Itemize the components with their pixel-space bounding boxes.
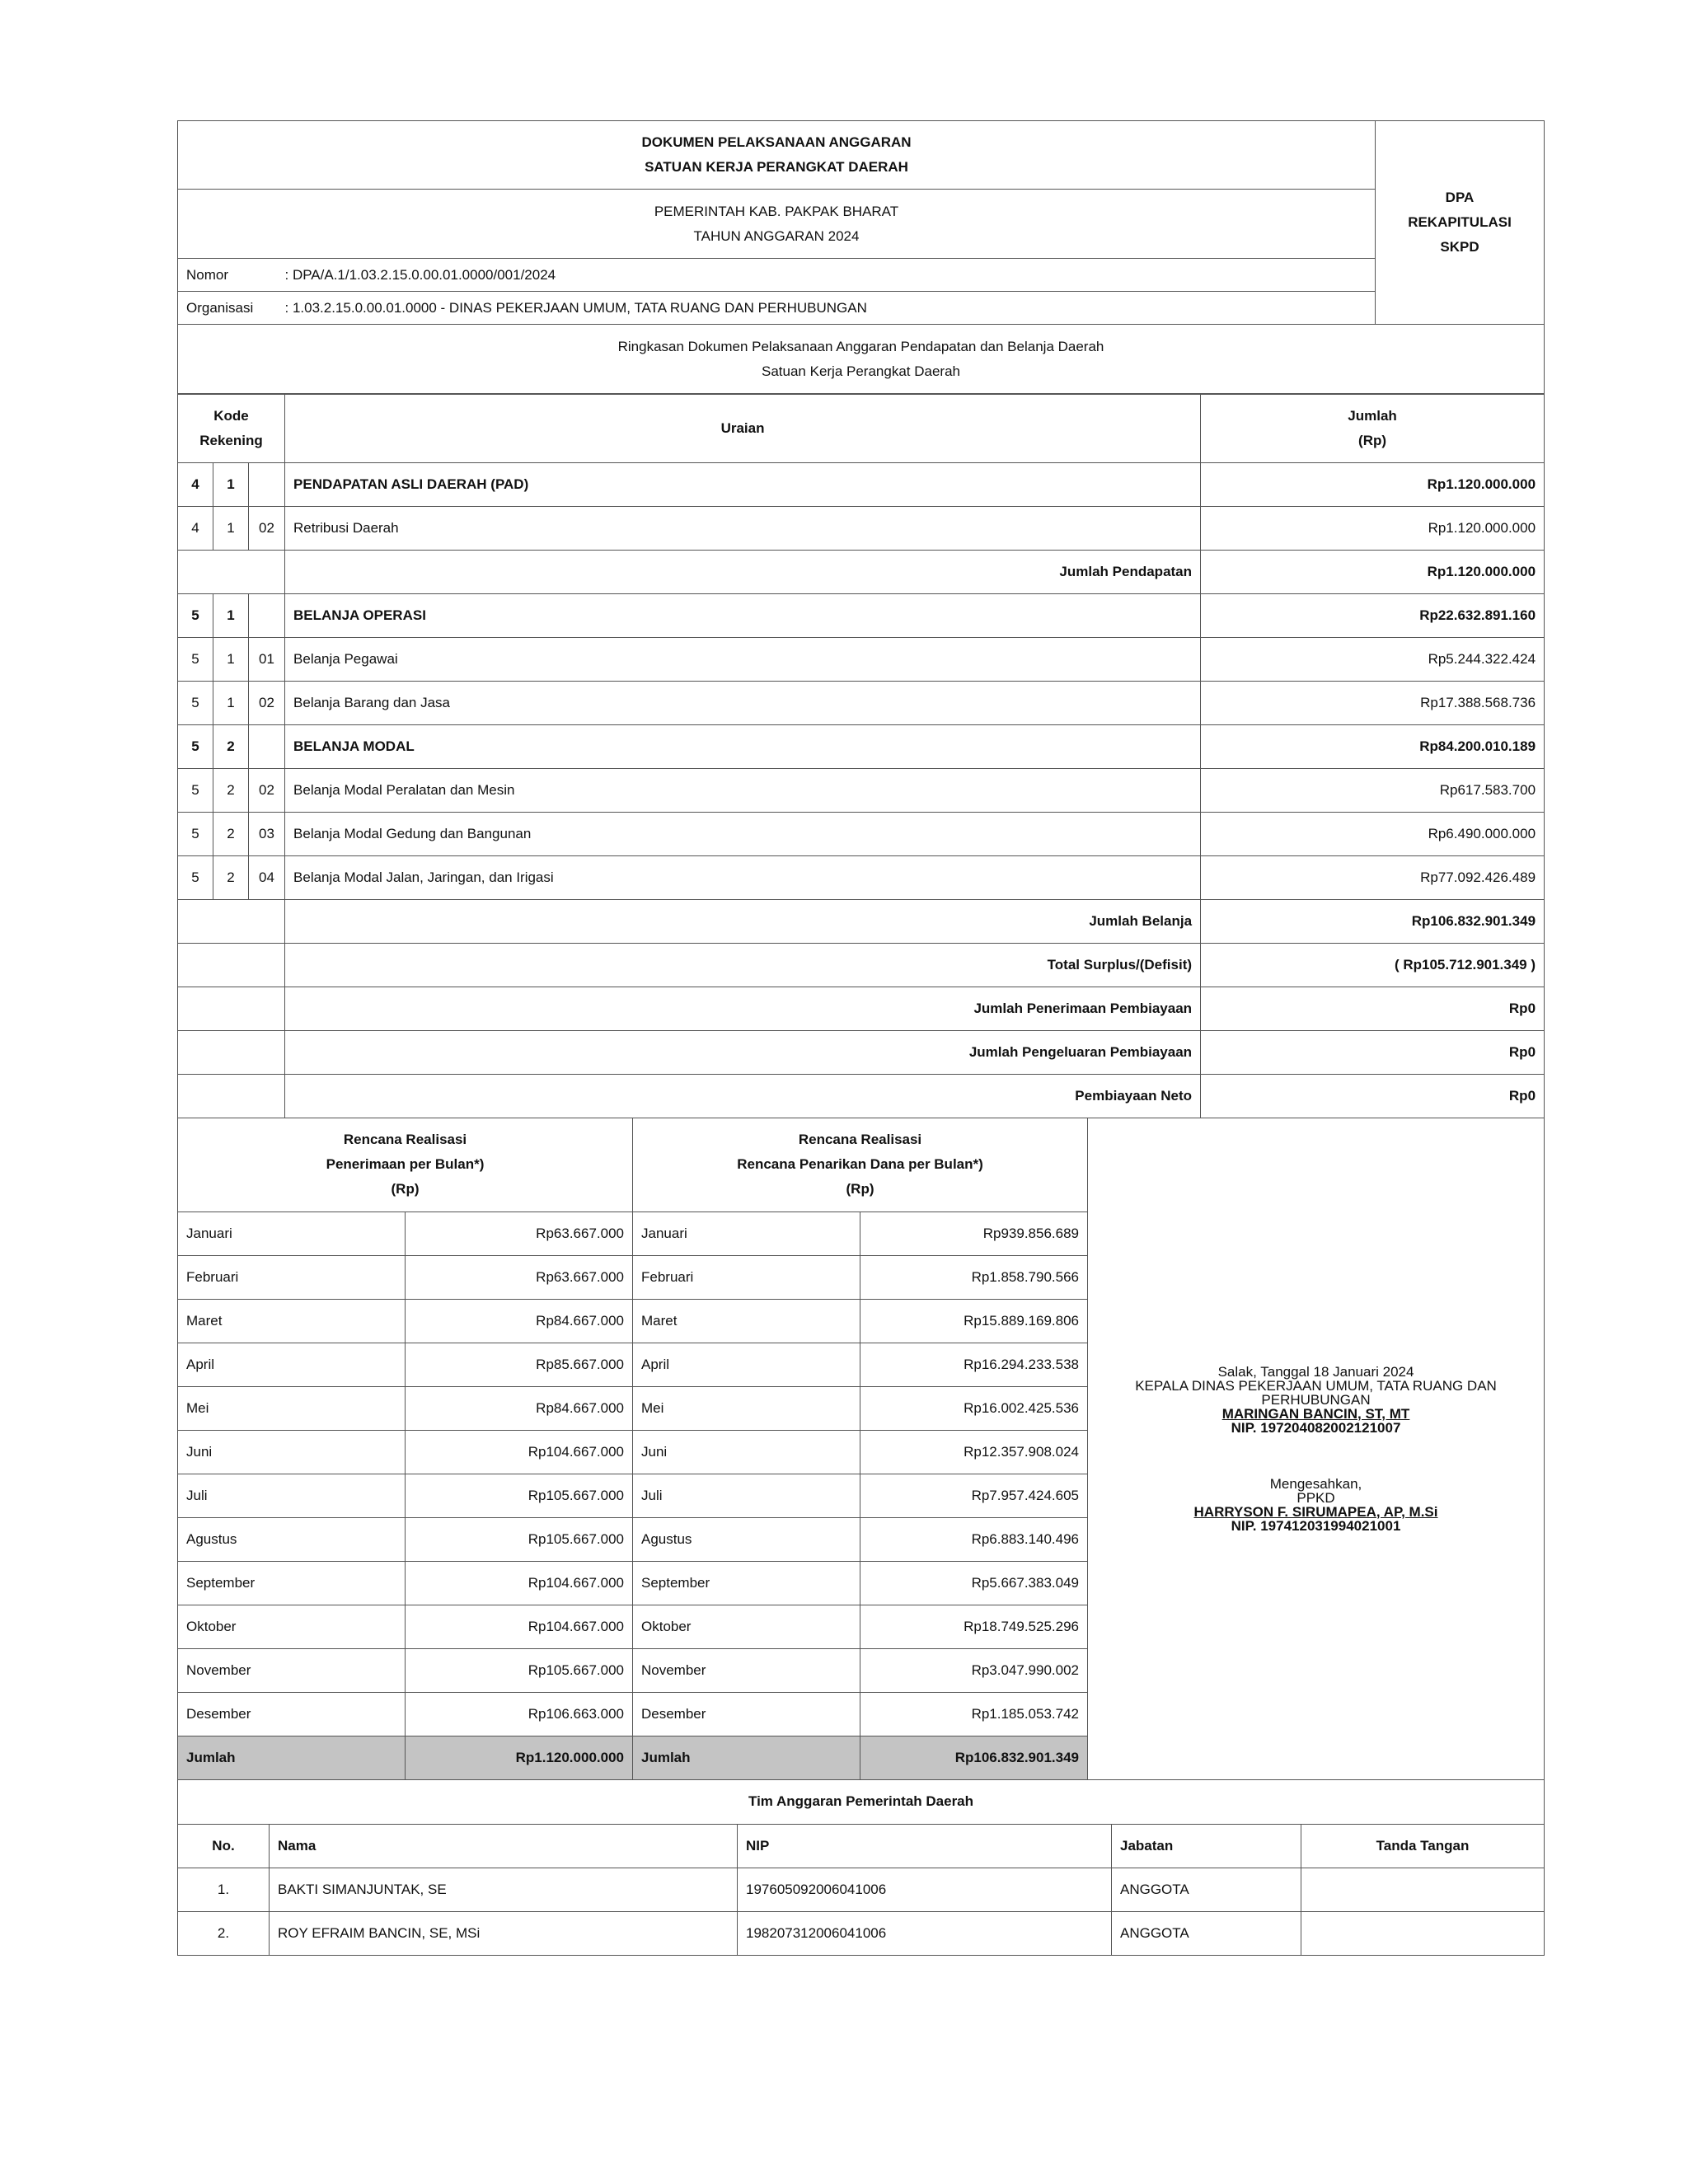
jumlah-cell: Rp84.200.010.189 [1201,725,1545,769]
pen-total-value: Rp1.120.000.000 [406,1736,633,1779]
pen-amount: Rp105.667.000 [406,1474,633,1517]
government-block [178,190,1376,259]
pen-amount: Rp104.667.000 [406,1430,633,1474]
nomor-value: : DPA/A.1/1.03.2.15.0.00.01.0000/001/2024 [277,259,1376,292]
dana-month: Maret [633,1299,860,1343]
summary-caption [178,325,1545,394]
dana-amount: Rp1.185.053.742 [860,1692,1088,1736]
recap-row [178,900,1545,944]
pen-amount: Rp84.667.000 [406,1386,633,1430]
jumlah-cell: Rp0 [1201,987,1545,1031]
recap-row [178,725,1545,769]
uraian-cell: Belanja Pegawai [285,638,1201,682]
document-title [178,121,1376,190]
empty-kode-cell [178,1031,285,1075]
badge-line-2: REKAPITULASI [1408,214,1512,230]
uraian-cell: PENDAPATAN ASLI DAERAH (PAD) [285,463,1201,507]
sign-place-date: Salak, Tanggal 18 Januari 2024 [1217,1363,1414,1380]
jumlah-cell: Rp17.388.568.736 [1201,682,1545,725]
recap-body [178,463,1545,1118]
jumlah-cell: Rp106.832.901.349 [1201,900,1545,944]
col-jumlah-line-2: (Rp) [1358,433,1387,448]
uraian-cell: Total Surplus/(Defisit) [285,944,1201,987]
badge-line-3: SKPD [1440,239,1479,255]
team-col-ttd: Tanda Tangan [1301,1825,1545,1868]
pen-head-2: Penerimaan per Bulan*) [326,1156,485,1173]
sign-approve-label: Mengesahkan, [1269,1475,1362,1492]
organisasi-label: Organisasi [178,292,277,325]
uraian-cell: Pembiayaan Neto [285,1075,1201,1118]
dana-month: April [633,1343,860,1386]
team-title: Tim Anggaran Pemerintah Daerah [178,1780,1545,1825]
kode-2: 1 [213,463,249,507]
kode-2: 2 [213,725,249,769]
gov-line-2: TAHUN ANGGARAN 2024 [693,227,860,244]
title-line-2: SATUAN KERJA PERANGKAT DAERAH [645,159,908,175]
monthly-body [178,1118,1545,1779]
nomor-label: Nomor [178,259,277,292]
kode-1: 5 [178,769,213,813]
pen-month: Juli [178,1474,406,1517]
kode-1: 5 [178,813,213,856]
kode-3: 02 [249,682,285,725]
jumlah-cell: Rp0 [1201,1031,1545,1075]
kode-2: 1 [213,594,249,638]
pen-amount: Rp105.667.000 [406,1648,633,1692]
kode-1: 4 [178,507,213,551]
badge-line-1: DPA [1445,190,1475,205]
team-col-nip: NIP [738,1825,1112,1868]
dana-amount: Rp5.667.383.049 [860,1561,1088,1605]
kode-3: 02 [249,769,285,813]
dana-amount: Rp16.294.233.538 [860,1343,1088,1386]
kode-3: 01 [249,638,285,682]
pen-amount: Rp63.667.000 [406,1212,633,1255]
empty-kode-cell [178,987,285,1031]
jumlah-cell: Rp0 [1201,1075,1545,1118]
kode-3 [249,594,285,638]
col-jumlah [1201,395,1545,463]
member-signature-cell [1301,1868,1545,1912]
sign-head-name: MARINGAN BANCIN, ST, MT [1221,1405,1410,1422]
dana-amount: Rp15.889.169.806 [860,1299,1088,1343]
col-kode-line-2: Rekening [199,433,263,448]
sign-position-1: KEPALA DINAS PEKERJAAN UMUM, TATA RUANG DAN [1135,1377,1497,1394]
dana-amount: Rp3.047.990.002 [860,1648,1088,1692]
col-jumlah-line-1: Jumlah [1348,408,1397,424]
pen-amount: Rp85.667.000 [406,1343,633,1386]
jumlah-cell: Rp1.120.000.000 [1201,463,1545,507]
uraian-cell: Jumlah Pengeluaran Pembiayaan [285,1031,1201,1075]
team-col-no: No. [178,1825,270,1868]
kode-3 [249,725,285,769]
dana-amount: Rp1.858.790.566 [860,1255,1088,1299]
organisasi-value: : 1.03.2.15.0.00.01.0000 - DINAS PEKERJAAN UMUM, TATA RUANG DAN PERHUBUNGAN [277,292,1376,325]
pen-month: Januari [178,1212,406,1255]
kode-2: 2 [213,813,249,856]
signature-block [1088,1118,1545,1779]
recap-row [178,507,1545,551]
team-col-nama: Nama [270,1825,738,1868]
pen-head-1: Rencana Realisasi [343,1132,467,1148]
dana-month: Agustus [633,1517,860,1561]
uraian-cell: Belanja Modal Gedung dan Bangunan [285,813,1201,856]
pen-amount: Rp63.667.000 [406,1255,633,1299]
jumlah-cell: Rp617.583.700 [1201,769,1545,813]
sign-position-2: PERHUBUNGAN [1261,1391,1371,1408]
uraian-cell: BELANJA MODAL [285,725,1201,769]
col-uraian: Uraian [285,395,1201,463]
jumlah-cell: Rp6.490.000.000 [1201,813,1545,856]
col-kode-rekening [178,395,285,463]
dana-amount: Rp18.749.525.296 [860,1605,1088,1648]
pen-month: Agustus [178,1517,406,1561]
sign-ppkd-nip: NIP. 197412031994021001 [1231,1517,1401,1534]
dana-amount: Rp6.883.140.496 [860,1517,1088,1561]
jumlah-cell: Rp1.120.000.000 [1201,507,1545,551]
dana-amount: Rp16.002.425.536 [860,1386,1088,1430]
dana-month: Oktober [633,1605,860,1648]
member-nama: BAKTI SIMANJUNTAK, SE [270,1868,738,1912]
kode-1: 5 [178,856,213,900]
recap-row [178,551,1545,594]
sign-approve-role: PPKD [1296,1489,1335,1506]
pen-amount: Rp104.667.000 [406,1561,633,1605]
monthly-table [177,1118,1545,1780]
pen-amount: Rp104.667.000 [406,1605,633,1648]
recap-row [178,682,1545,725]
kode-3 [249,463,285,507]
recap-row [178,463,1545,507]
title-line-1: DOKUMEN PELAKSANAAN ANGGARAN [641,134,912,150]
summary-line-2: Satuan Kerja Perangkat Daerah [762,363,960,379]
empty-kode-cell [178,551,285,594]
dana-month: Februari [633,1255,860,1299]
team-col-jabatan: Jabatan [1112,1825,1301,1868]
member-jabatan: ANGGOTA [1112,1868,1301,1912]
col-kode-line-1: Kode [213,408,249,424]
kode-2: 2 [213,769,249,813]
dana-amount: Rp7.957.424.605 [860,1474,1088,1517]
kode-2: 1 [213,682,249,725]
recap-row [178,856,1545,900]
dana-head-1: Rencana Realisasi [798,1132,922,1148]
kode-1: 5 [178,638,213,682]
uraian-cell: Belanja Modal Jalan, Jaringan, dan Irigasi [285,856,1201,900]
empty-kode-cell [178,900,285,944]
kode-1: 5 [178,594,213,638]
kode-2: 1 [213,507,249,551]
jumlah-cell: Rp5.244.322.424 [1201,638,1545,682]
team-body [178,1780,1545,1956]
dana-total-value: Rp106.832.901.349 [860,1736,1088,1779]
team-table [177,1780,1545,1957]
dana-month: Mei [633,1386,860,1430]
pen-amount: Rp84.667.000 [406,1299,633,1343]
recap-row [178,944,1545,987]
member-signature-cell [1301,1912,1545,1956]
team-member-row [178,1912,1545,1956]
dana-amount: Rp12.357.908.024 [860,1430,1088,1474]
recap-row [178,638,1545,682]
gov-line-1: PEMERINTAH KAB. PAKPAK BHARAT [654,203,899,219]
recap-row [178,987,1545,1031]
pen-month: November [178,1648,406,1692]
recap-table [177,394,1545,1118]
member-no: 2. [178,1912,270,1956]
empty-kode-cell [178,944,285,987]
sign-head-nip: NIP. 197204082002121007 [1231,1419,1401,1436]
pen-month: September [178,1561,406,1605]
kode-1: 5 [178,725,213,769]
dana-month: September [633,1561,860,1605]
dana-month: Juni [633,1430,860,1474]
jumlah-cell: Rp22.632.891.160 [1201,594,1545,638]
pen-month: Mei [178,1386,406,1430]
kode-3: 02 [249,507,285,551]
dana-head-2: Rencana Penarikan Dana per Bulan*) [737,1156,983,1173]
recap-row [178,813,1545,856]
pen-total-label: Jumlah [178,1736,406,1779]
uraian-cell: Belanja Modal Peralatan dan Mesin [285,769,1201,813]
dana-month: November [633,1648,860,1692]
dana-month: Desember [633,1692,860,1736]
dana-amount: Rp939.856.689 [860,1212,1088,1255]
jumlah-cell: Rp1.120.000.000 [1201,551,1545,594]
uraian-cell: Retribusi Daerah [285,507,1201,551]
kode-1: 5 [178,682,213,725]
recap-row [178,594,1545,638]
member-jabatan: ANGGOTA [1112,1912,1301,1956]
pen-month: April [178,1343,406,1386]
dana-head-3: (Rp) [846,1181,874,1197]
empty-kode-cell [178,1075,285,1118]
member-no: 1. [178,1868,270,1912]
pen-month: Maret [178,1299,406,1343]
penerimaan-header [178,1118,633,1212]
uraian-cell: BELANJA OPERASI [285,594,1201,638]
recap-row [178,1031,1545,1075]
pen-month: Februari [178,1255,406,1299]
dana-total-label: Jumlah [633,1736,860,1779]
header-table [177,120,1545,394]
sign-ppkd-name: HARRYSON F. SIRUMAPEA, AP, M.Si [1193,1503,1438,1520]
pen-month: Juni [178,1430,406,1474]
dana-month: Januari [633,1212,860,1255]
recap-row [178,1075,1545,1118]
jumlah-cell: Rp77.092.426.489 [1201,856,1545,900]
dpa-document [177,120,1544,1956]
member-nip: 197605092006041006 [738,1868,1112,1912]
uraian-cell: Jumlah Belanja [285,900,1201,944]
uraian-cell: Belanja Barang dan Jasa [285,682,1201,725]
member-nip: 198207312006041006 [738,1912,1112,1956]
uraian-cell: Jumlah Penerimaan Pembiayaan [285,987,1201,1031]
pen-head-3: (Rp) [391,1181,420,1197]
kode-3: 03 [249,813,285,856]
kode-3: 04 [249,856,285,900]
kode-2: 2 [213,856,249,900]
pen-month: Oktober [178,1605,406,1648]
kode-1: 4 [178,463,213,507]
uraian-cell: Jumlah Pendapatan [285,551,1201,594]
jumlah-cell: ( Rp105.712.901.349 ) [1201,944,1545,987]
dana-month: Juli [633,1474,860,1517]
penarikan-header [633,1118,1088,1212]
team-member-row [178,1868,1545,1912]
dpa-badge [1376,121,1545,325]
pen-amount: Rp106.663.000 [406,1692,633,1736]
pen-month: Desember [178,1692,406,1736]
pen-amount: Rp105.667.000 [406,1517,633,1561]
kode-2: 1 [213,638,249,682]
member-nama: ROY EFRAIM BANCIN, SE, MSi [270,1912,738,1956]
recap-row [178,769,1545,813]
summary-line-1: Ringkasan Dokumen Pelaksanaan Anggaran Pendapatan dan Belanja Daerah [617,338,1104,354]
